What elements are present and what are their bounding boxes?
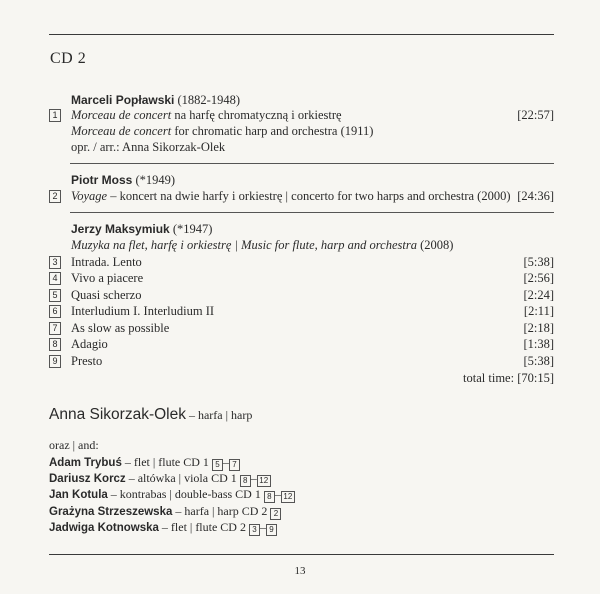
separator [70,212,554,213]
track-duration: [22:57] [517,108,554,122]
track-duration: [5:38] [523,255,554,269]
composer-name: Marceli Popławski [71,93,175,107]
total-time: total time: [70:15] [463,371,554,385]
bottom-rule [49,554,554,555]
guest-name: Dariusz Korcz [49,473,126,485]
track-title [71,188,511,204]
track-title: As slow as possible [71,321,170,335]
guest-role: – kontrabas | double-bass CD 1 [107,487,264,501]
guest-role: – flet | flute CD 1 [121,455,212,469]
track-ref-from: 5 [212,459,223,471]
track-ref-from: 8 [240,475,251,487]
guest-role: – harfa | harp CD 2 [172,504,271,518]
track-title: Adagio [71,337,108,351]
track-number: 8 [49,338,61,351]
guest-name: Jan Kotula [49,489,108,501]
track-duration: [2:24] [523,288,554,302]
performer-role: – harfa | harp [185,408,253,422]
guest-line: Jadwiga Kotnowska – flet | flute CD 2 3 – 9 [49,519,277,536]
guest-name: Grażyna Strzeszewska [49,506,173,518]
track-number: 7 [49,322,61,335]
work-subtitle [71,237,453,253]
composer-line [71,221,212,237]
track-title: Presto [71,354,103,368]
composer-name: Jerzy Maksymiuk [71,222,170,236]
track-duration: [2:18] [523,321,554,335]
track-number: 6 [49,305,61,318]
track-row [49,336,554,352]
track-ref-from: 3 [249,524,260,536]
track-number: 3 [49,256,61,269]
and-label: oraz | and: [49,438,99,452]
track-duration: [5:38] [523,354,554,368]
track-row [49,270,554,286]
track-title: Vivo a piacere [71,271,144,285]
track-duration: [24:36] [517,189,554,203]
page-number: 13 [294,565,306,577]
track-duration: [1:38] [523,337,554,351]
guest-line: Dariusz Korcz – altówka | viola CD 1 8 – 12 [49,470,271,487]
track-row [49,287,554,303]
guest-line [49,503,281,520]
work-title-rest: for chromatic harp and orchestra (1911) [171,124,374,138]
track-row [49,188,554,204]
performer-name: Anna Sikorzak-Olek [49,406,186,423]
track-title: Quasi scherzo [71,288,142,302]
composer-dates: (1882-1948) [177,93,241,107]
top-rule [49,34,554,35]
track-number: 4 [49,272,61,285]
guest-name: Jadwiga Kotnowska [49,522,159,534]
track-title-rest: – koncert na dwie harfy i orkiestrę | concerto for two harps and orchestra (2000) [107,189,511,203]
track-row [49,254,554,270]
track-number: 1 [49,109,61,122]
track-ref-from: 8 [264,491,275,503]
track-duration: [2:56] [523,271,554,285]
work-title-italic: Morceau de concert [71,124,172,138]
composer-line [71,172,175,188]
track-row [49,320,554,336]
cd-title: CD 2 [50,50,87,67]
track-ref-to: 12 [281,491,295,503]
guest-role: – flet | flute CD 2 [158,520,249,534]
composer-name: Piotr Moss [71,173,133,187]
track-row [49,303,554,319]
track-ref-to: 12 [257,475,271,487]
track-row [49,353,554,369]
performer-line [49,406,252,424]
track-ref: 2 [270,508,281,520]
track-title: Interludium I. Interludium II [71,304,215,318]
composer-dates: (*1947) [172,222,213,236]
track-row [49,107,554,123]
work-description [71,123,373,139]
guest-name: Adam Trybuś [49,457,122,469]
track-number: 2 [49,190,61,203]
guest-role: – altówka | viola CD 1 [125,471,240,485]
separator [70,163,554,164]
track-title: Intrada. Lento [71,255,142,269]
guest-line: Adam Trybuś – flet | flute CD 1 5 – 7 [49,454,240,471]
track-title-rest: na harfę chromatyczną i orkiestrę [171,108,342,122]
composer-line [71,92,240,108]
guest-line: Jan Kotula – kontrabas | double-bass CD 1 8 – 12 [49,486,295,503]
track-title-italic: Voyage [71,189,108,203]
track-number: 5 [49,289,61,302]
track-duration: [2:11] [523,304,554,318]
track-ref-to: 9 [266,524,277,536]
track-number: 9 [49,355,61,368]
track-title-italic: Morceau de concert [71,108,172,122]
track-title [71,107,342,123]
track-ref-to: 7 [229,459,240,471]
composer-dates: (*1949) [135,173,176,187]
work-subtitle-year: (2008) [416,238,454,252]
arranger-line: opr. / arr.: Anna Sikorzak-Olek [71,140,226,154]
work-subtitle-italic: Muzyka na flet, harfę i orkiestrę | Music for flute, harp and orchestra [71,238,417,252]
